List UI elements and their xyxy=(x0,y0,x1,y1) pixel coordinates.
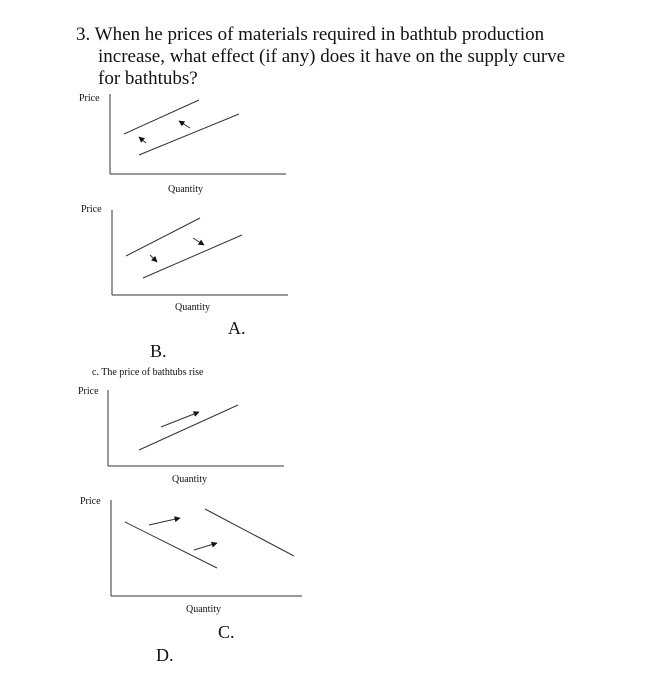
graph-1-arrow-1 xyxy=(139,137,146,143)
option-c-caption: c. The price of bathtubs rise xyxy=(92,367,204,378)
graph-2-arrow-2 xyxy=(193,238,204,245)
option-c-letter: C. xyxy=(218,622,235,642)
graph-2-arrow-1 xyxy=(150,255,157,262)
graph-4-arrow-1 xyxy=(149,518,180,525)
graph-2 xyxy=(112,210,288,295)
graph-4-arrow-2 xyxy=(194,543,217,550)
graph-3-xlabel: Quantity xyxy=(172,474,207,485)
graph-1-xlabel: Quantity xyxy=(168,184,203,195)
graph-3-arrow xyxy=(161,412,199,427)
graph-2-xlabel: Quantity xyxy=(175,302,210,313)
graph-3-supply-curve xyxy=(139,405,238,450)
graph-3 xyxy=(108,390,284,466)
option-a-letter: A. xyxy=(228,318,246,338)
graph-3-ylabel: Price xyxy=(78,386,99,397)
graph-4 xyxy=(111,500,302,596)
question-line-3: for bathtubs? xyxy=(98,68,198,89)
graph-4-demand-curve-right xyxy=(205,509,294,556)
graph-1-ylabel: Price xyxy=(79,93,100,104)
question-line-1: 3. When he prices of materials required in bathtub production xyxy=(76,24,545,45)
graph-4-demand-curve-left xyxy=(125,522,217,568)
graph-1-supply-curve-left xyxy=(124,100,199,134)
graph-2-supply-curve-left xyxy=(126,218,200,256)
graph-2-supply-curve-right xyxy=(143,235,242,278)
option-b-letter: B. xyxy=(150,341,167,361)
question-line-2: increase, what effect (if any) does it have on the supply curve xyxy=(98,46,566,67)
option-d-letter: D. xyxy=(156,645,174,665)
graph-1-arrow-2 xyxy=(179,121,190,128)
graph-4-xlabel: Quantity xyxy=(186,604,221,615)
graph-1 xyxy=(110,94,286,174)
graph-2-ylabel: Price xyxy=(81,204,102,215)
graph-4-ylabel: Price xyxy=(80,496,101,507)
